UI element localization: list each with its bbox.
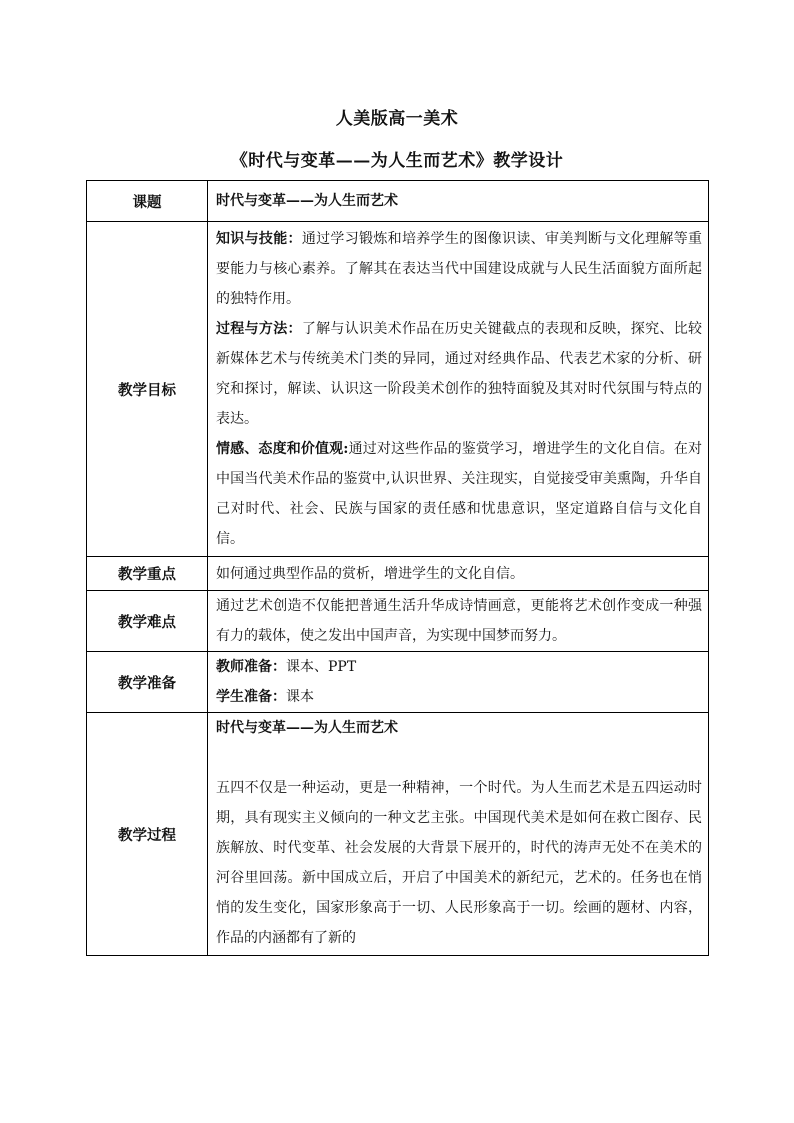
- table-row-topic: [87, 181, 709, 222]
- teacher-preparation: [216, 652, 702, 682]
- content-process: [208, 713, 709, 956]
- objective-knowledge: [216, 224, 702, 314]
- emotion-label: 情感、态度和价值观:: [216, 441, 349, 457]
- objective-process: [216, 314, 702, 434]
- key-points-text: 如何通过典型作品的赏析，增进学生的文化自信。: [216, 565, 524, 582]
- student-preparation: [216, 682, 702, 712]
- student-text: 课本: [286, 689, 314, 705]
- label-objectives: 教学目标: [87, 222, 208, 557]
- blank-line: [216, 743, 702, 773]
- table-row-preparation: [87, 652, 709, 713]
- teacher-text: 课本、PPT: [286, 659, 357, 675]
- difficulties-text: 通过艺术创造不仅能把普通生活升华成诗情画意，更能将艺术创作变成一种强有力的载体，使之发出中国声音，为实现中国梦而努力。: [216, 598, 702, 644]
- table-row-difficulties: [87, 591, 709, 652]
- knowledge-label: 知识与技能：: [216, 231, 302, 247]
- content-objectives: [208, 222, 709, 557]
- topic-text: 时代与变革——为人生而艺术: [216, 193, 398, 209]
- process-text: 了解与认识美术作品在历史关键截点的表现和反映，探究、比较新媒体艺术与传统美术门类的异同，通过对经典作品、代表艺术家的分析、研究和探讨，解读、认识这一阶段美术创作的独特面貌及其对时代氛围与特点的表达。: [216, 321, 703, 427]
- content-key-points: [208, 557, 709, 591]
- label-topic: 课题: [87, 181, 208, 222]
- content-difficulties: [208, 591, 709, 652]
- label-process: 教学过程: [87, 713, 208, 956]
- content-topic: [208, 181, 709, 222]
- knowledge-text: 通过学习锻炼和培养学生的图像识读、审美判断与文化理解等重要能力与核心素养。了解其在表达当代中国建设成就与人民生活面貌方面所起的独特作用。: [216, 231, 703, 307]
- content-preparation: [208, 652, 709, 713]
- table-row-key-points: [87, 557, 709, 591]
- student-label: 学生准备：: [216, 689, 286, 705]
- process-paragraph: 五四不仅是一种运动，更是一种精神，一个时代。为人生而艺术是五四运动时期，具有现实主义倾向的一种文艺主张。中国现代美术是如何在救亡图存、民族解放、时代变革、社会发展的大背景下展开的，时代的涛声无处不在美术的河谷里回荡。新中国成立后，开启了中国美术的新纪元，艺术的。任务也在悄悄的发生变化，国家形象高于一切、人民形象高于一切。绘画的题材、内容，作品的内涵都有了新的: [216, 780, 702, 946]
- process-heading: 时代与变革——为人生而艺术: [216, 720, 398, 736]
- teacher-label: 教师准备：: [216, 659, 286, 675]
- process-label: 过程与方法：: [216, 321, 302, 337]
- emotion-text: 通过对这些作品的鉴赏学习，增进学生的文化自信。在对中国当代美术作品的鉴赏中,认识世界、关注现实，自觉接受审美熏陶，升华自己对时代、社会、民族与国家的责任感和忧患意识，坚定道路自信与文化自信。: [216, 441, 703, 547]
- document-subtitle: 《时代与变革——为人生而艺术》教学设计: [230, 151, 564, 171]
- label-difficulties: 教学难点: [87, 591, 208, 652]
- label-preparation: 教学准备: [87, 652, 208, 713]
- table-row-objectives: [87, 222, 709, 557]
- table-row-process: [87, 713, 709, 956]
- lesson-plan-table: [86, 180, 709, 956]
- label-key-points: 教学重点: [87, 557, 208, 591]
- objective-emotion: [216, 434, 702, 554]
- document-title: 人美版高一美术: [335, 109, 459, 129]
